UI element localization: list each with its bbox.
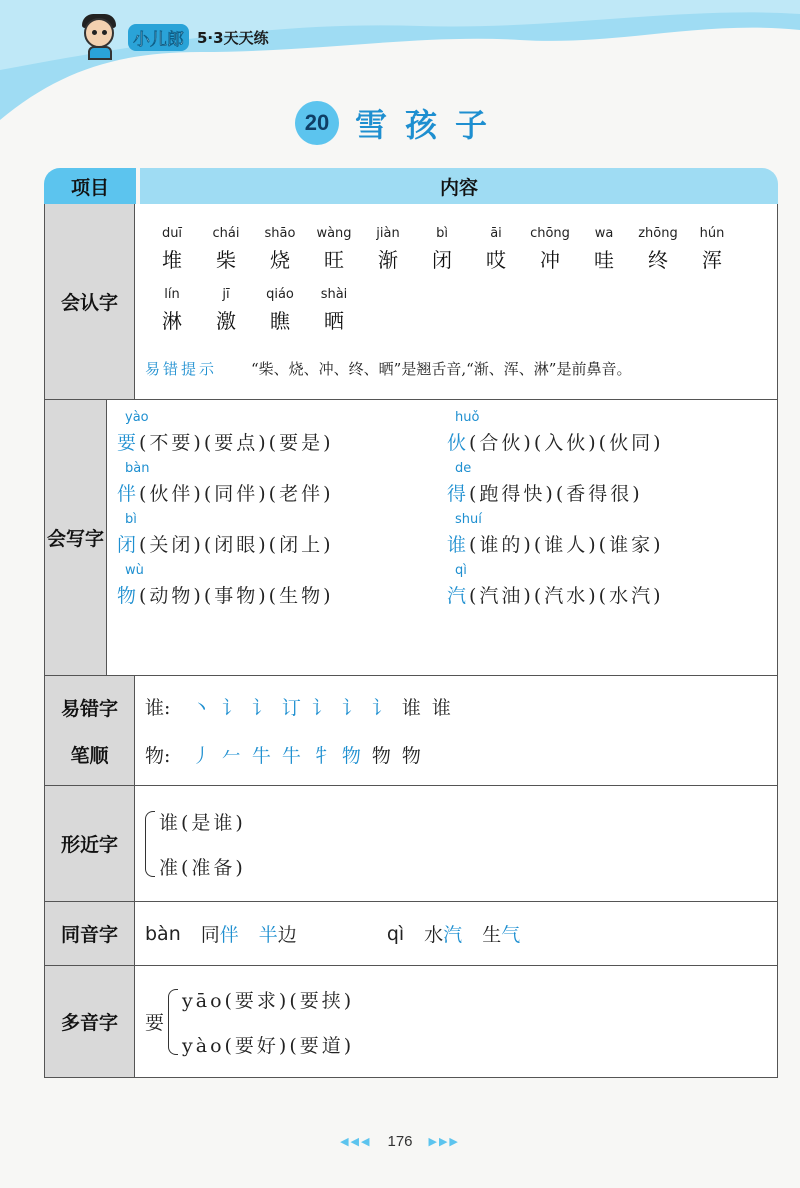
stroke-step: 物 xyxy=(401,744,421,767)
row-similar xyxy=(44,786,778,902)
write-content xyxy=(107,400,777,675)
study-table xyxy=(44,168,778,1078)
stroke-step: 丶 xyxy=(191,696,211,719)
write-pinyin: de xyxy=(455,461,472,476)
row-label-polyphone: 多音字 xyxy=(45,966,135,1077)
stroke-step: 讠 xyxy=(311,696,331,719)
char-pinyin: duī xyxy=(161,226,183,241)
stroke-step: 讠 xyxy=(371,696,391,719)
write-pinyin: wù xyxy=(125,563,144,578)
recognize-row-1 xyxy=(145,226,765,273)
char-pinyin: āi xyxy=(490,226,502,241)
brace-icon xyxy=(145,811,155,877)
row-recognize xyxy=(44,204,778,400)
char-hanzi: 柴 xyxy=(216,248,236,272)
char-pinyin: shài xyxy=(320,287,348,302)
write-words: (谁的)(谁人)(谁家) xyxy=(469,534,664,556)
recognize-char xyxy=(199,287,253,334)
recognize-char xyxy=(199,226,253,273)
brand-name: 小儿郎 xyxy=(128,24,189,51)
char-hanzi: 渐 xyxy=(378,248,398,272)
stroke-step: 讠 xyxy=(221,696,241,719)
char-hanzi: 旺 xyxy=(324,248,344,272)
char-pinyin: wàng xyxy=(316,226,352,241)
write-words: (合伙)(入伙)(伙同) xyxy=(469,432,664,454)
char-pinyin: jiàn xyxy=(376,226,400,241)
write-words: (跑得快)(香得很) xyxy=(469,483,643,505)
wu-prefix: 物: xyxy=(145,744,171,767)
brace-icon xyxy=(168,989,178,1055)
similar-line-1: 谁(是谁) xyxy=(159,811,246,834)
homophone-word-4: 生气 xyxy=(482,924,521,946)
row-label-write: 会写字 xyxy=(45,400,107,675)
stroke-step: 谁 xyxy=(401,696,421,719)
left-arrows-icon: ◀◀◀ xyxy=(340,1136,372,1148)
lesson-number-badge: 20 xyxy=(295,101,339,145)
tip-line xyxy=(145,358,767,379)
similar-brace-group xyxy=(145,786,767,901)
homophone-word-3: 水汽 xyxy=(424,924,463,946)
write-key-char: 汽 xyxy=(447,585,470,607)
stroke-step: 牛 xyxy=(281,744,301,767)
write-key-char: 得 xyxy=(447,483,470,505)
recognize-char xyxy=(253,287,307,334)
page-number: 176 xyxy=(387,1133,413,1150)
write-key-char: 伙 xyxy=(447,432,470,454)
recognize-row-2 xyxy=(145,287,765,334)
header-item: 项目 xyxy=(44,168,136,204)
right-arrows-icon: ▶▶▶ xyxy=(428,1136,460,1148)
char-hanzi: 哇 xyxy=(594,248,614,272)
char-pinyin: zhōng xyxy=(638,226,678,241)
char-hanzi: 烧 xyxy=(270,248,290,272)
write-item xyxy=(447,563,767,608)
recognize-content xyxy=(135,204,777,399)
stroke-step: 物 xyxy=(371,744,391,767)
recognize-char xyxy=(145,226,199,273)
row-label-similar: 形近字 xyxy=(45,786,135,901)
polyphone-content xyxy=(135,966,777,1077)
char-hanzi: 冲 xyxy=(540,248,560,272)
write-pinyin: bàn xyxy=(125,461,150,476)
row-label-recognize: 会认字 xyxy=(45,204,135,399)
brand-logo xyxy=(80,14,269,60)
tip-text: “柴、烧、冲、终、晒”是翘舌音,“渐、浑、淋”是前鼻音。 xyxy=(251,360,632,378)
write-key-char: 要 xyxy=(117,432,140,454)
stroke-step: 物 xyxy=(341,744,361,767)
stroke-step: 牛 xyxy=(251,744,271,767)
header-content: 内容 xyxy=(140,168,778,204)
write-pinyin: qì xyxy=(455,563,467,578)
table-header xyxy=(44,168,778,204)
write-words: (不要)(要点)(要是) xyxy=(139,432,334,454)
row-homophone xyxy=(44,902,778,966)
char-hanzi: 激 xyxy=(216,309,236,333)
similar-line-2: 准(准备) xyxy=(159,856,246,879)
stroke-step: 丿 xyxy=(191,744,211,767)
polyphone-line-2: yào(要好)(要道) xyxy=(182,1034,355,1057)
stroke-step: 讠 xyxy=(341,696,361,719)
row-write xyxy=(44,400,778,676)
write-pinyin: huǒ xyxy=(455,410,480,425)
row-polyphone xyxy=(44,966,778,1078)
write-key-char: 闭 xyxy=(117,534,140,556)
char-pinyin: hún xyxy=(699,226,725,241)
homophone-pinyin-2: qì xyxy=(386,922,405,945)
recognize-char xyxy=(415,226,469,273)
strokes-label-1: 易错字 xyxy=(60,697,118,720)
char-pinyin: wa xyxy=(594,226,614,241)
write-words: (汽油)(汽水)(水汽) xyxy=(469,585,664,607)
brand-series: 5·3天天练 xyxy=(197,28,269,47)
char-hanzi: 堆 xyxy=(162,248,182,272)
recognize-char xyxy=(253,226,307,273)
char-hanzi: 哎 xyxy=(486,248,506,272)
shui-steps xyxy=(186,693,456,720)
char-hanzi: 瞧 xyxy=(270,309,290,333)
strokes-label-2: 笔顺 xyxy=(70,744,109,767)
recognize-char xyxy=(361,226,415,273)
char-hanzi: 终 xyxy=(648,248,668,272)
recognize-char xyxy=(145,287,199,334)
recognize-char xyxy=(577,226,631,273)
char-pinyin: chōng xyxy=(530,226,570,241)
recognize-char xyxy=(631,226,685,273)
write-item xyxy=(447,410,767,455)
homophone-content xyxy=(135,902,777,965)
write-item xyxy=(447,512,767,557)
char-pinyin: qiáo xyxy=(266,287,294,302)
lesson-title-bar xyxy=(0,100,800,146)
write-grid xyxy=(117,400,767,608)
char-hanzi: 浑 xyxy=(702,248,722,272)
row-label-strokes xyxy=(45,676,135,785)
write-item xyxy=(117,461,447,506)
mascot-icon xyxy=(80,14,120,60)
wu-steps xyxy=(186,741,426,768)
char-hanzi: 晒 xyxy=(324,309,344,333)
char-hanzi: 淋 xyxy=(162,309,182,333)
shui-prefix: 谁: xyxy=(145,696,171,719)
char-pinyin: chái xyxy=(212,226,240,241)
write-words: (动物)(事物)(生物) xyxy=(139,585,334,607)
stroke-line-shui xyxy=(145,682,767,730)
write-item xyxy=(117,563,447,608)
write-words: (关闭)(闭眼)(闭上) xyxy=(139,534,334,556)
stroke-step: 谁 xyxy=(431,696,451,719)
stroke-step: 𠂉 xyxy=(221,744,241,767)
homophone-word-1: 同伴 xyxy=(200,924,239,946)
write-key-char: 伴 xyxy=(117,483,140,505)
char-hanzi: 闭 xyxy=(432,248,452,272)
row-strokes xyxy=(44,676,778,786)
char-pinyin: bì xyxy=(436,226,448,241)
homophone-pinyin-1: bàn xyxy=(145,922,181,945)
recognize-char xyxy=(523,226,577,273)
similar-content xyxy=(135,786,777,901)
stroke-step: 订 xyxy=(281,696,301,719)
write-item xyxy=(117,410,447,455)
char-pinyin: lín xyxy=(164,287,180,302)
stroke-step: 牜 xyxy=(311,744,331,767)
polyphone-char: 要 xyxy=(145,1012,165,1034)
recognize-char xyxy=(307,287,361,334)
write-item xyxy=(117,512,447,557)
recognize-char xyxy=(307,226,361,273)
char-pinyin: jī xyxy=(222,287,230,302)
row-label-homophone: 同音字 xyxy=(45,902,135,965)
write-item xyxy=(447,461,767,506)
recognize-char xyxy=(469,226,523,273)
write-key-char: 物 xyxy=(117,585,140,607)
char-pinyin: shāo xyxy=(264,226,296,241)
polyphone-line-1: yāo(要求)(要挟) xyxy=(182,989,355,1012)
write-pinyin: bì xyxy=(125,512,137,527)
recognize-char xyxy=(685,226,739,273)
strokes-content xyxy=(135,676,777,785)
stroke-line-wu xyxy=(145,730,767,778)
homophone-word-2: 半边 xyxy=(258,924,297,946)
write-words: (伙伴)(同伴)(老伴) xyxy=(139,483,334,505)
write-pinyin: yào xyxy=(125,410,149,425)
lesson-title: 雪孩子 xyxy=(354,106,505,144)
write-key-char: 谁 xyxy=(447,534,470,556)
page-footer xyxy=(0,1133,800,1150)
stroke-step: 讠 xyxy=(251,696,271,719)
tip-label: 易错提示 xyxy=(145,360,218,378)
write-pinyin: shuí xyxy=(455,512,482,527)
